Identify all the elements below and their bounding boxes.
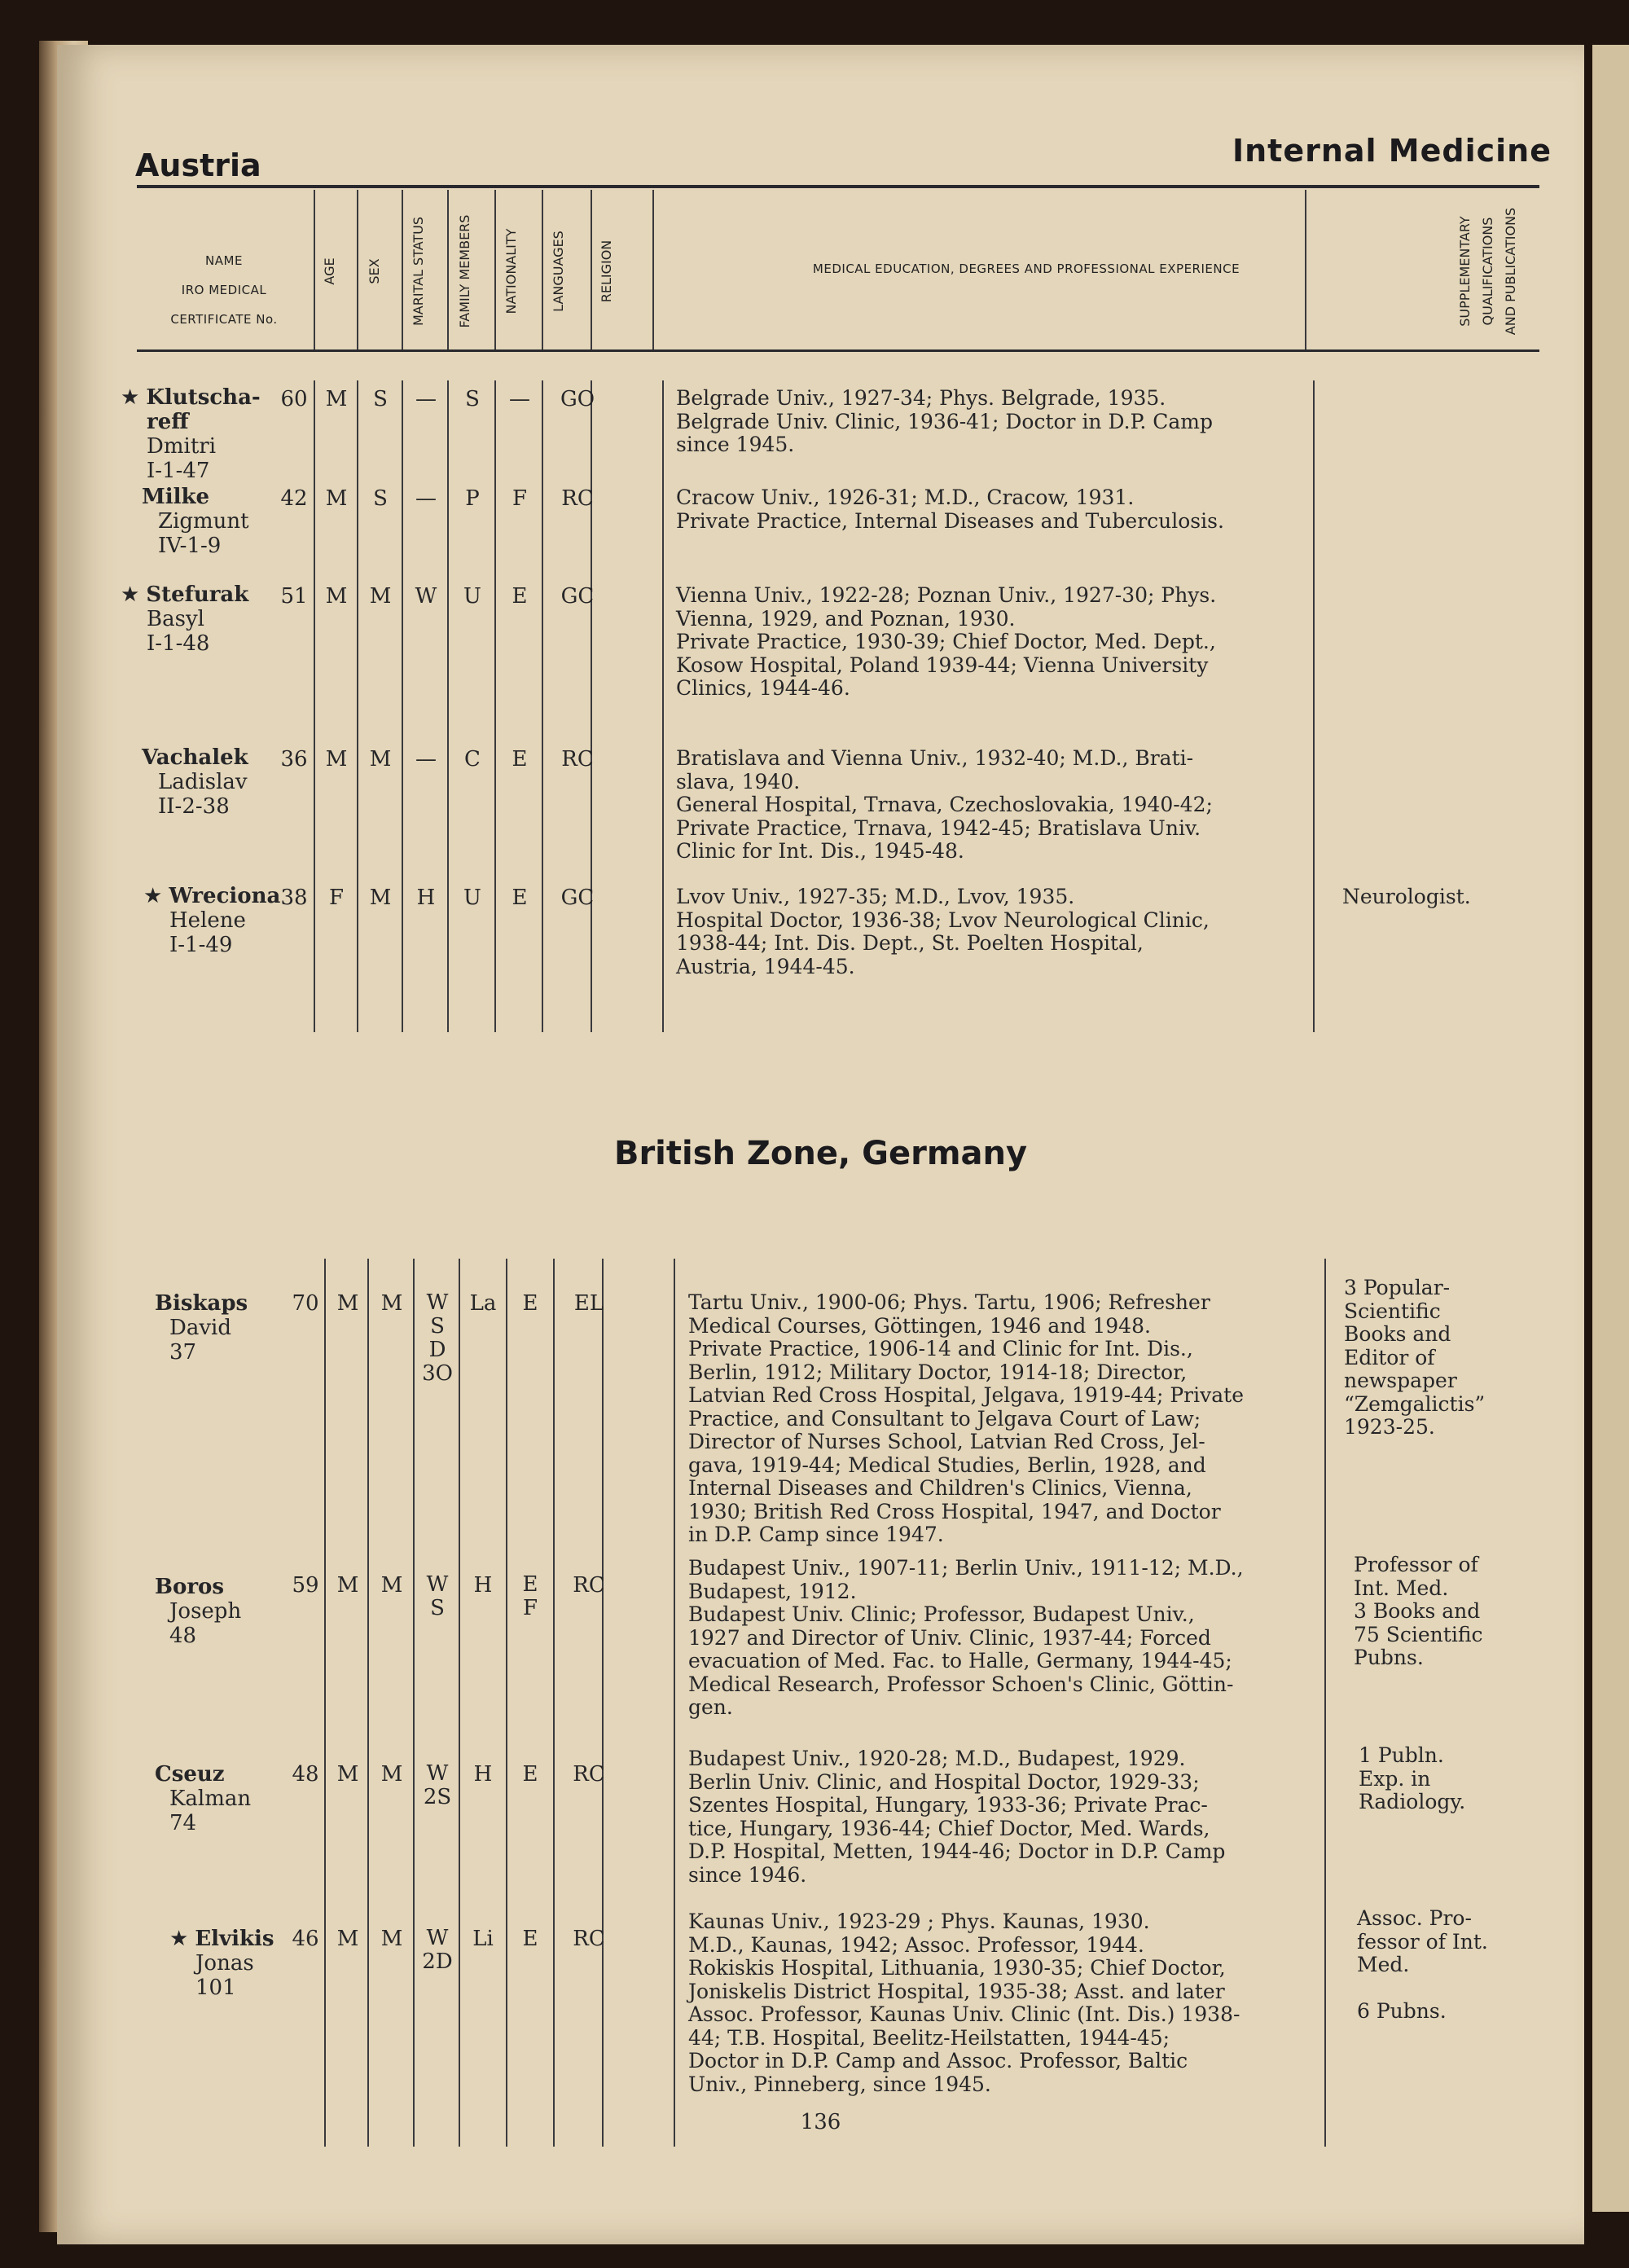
body-divider-4 <box>447 380 449 1032</box>
hdr-divider-6 <box>542 190 543 349</box>
list-item: ★ Stefurak Basyl I-1-48 <box>121 582 249 656</box>
bz-divider-1 <box>324 1259 326 2147</box>
list-item: ★ Klutscha- reff Dmitri I-1-47 <box>121 385 261 483</box>
hdr-divider-2 <box>357 190 358 349</box>
nationality-cell: U <box>463 584 481 609</box>
list-item: Biskaps David 37 <box>155 1291 248 1365</box>
page-number: 136 <box>800 2110 841 2134</box>
supplementary-text: Neurologist. <box>1342 885 1471 908</box>
religion-cell: GC <box>560 886 595 910</box>
country-heading: Austria <box>135 147 261 183</box>
age-cell: 48 <box>292 1762 319 1787</box>
age-cell: 36 <box>280 747 308 771</box>
marital-cell: M <box>380 1573 403 1598</box>
family-cell: W 2D <box>422 1926 453 1974</box>
languages-cell: E <box>512 747 528 771</box>
experience-text: Cracow Univ., 1926-31; M.D., Cracow, 1931. Private Practice, Internal Diseases and Tuberculosis. <box>676 486 1224 533</box>
list-item: ★ Elvikis Jonas 101 <box>169 1927 274 2000</box>
nationality-cell: La <box>469 1291 497 1316</box>
education-column-header: MEDICAL EDUCATION, DEGREES AND PROFESSIONAL EXPERIENCE <box>812 262 1240 276</box>
religion-cell: GC <box>560 584 595 609</box>
book-page <box>57 45 1584 2244</box>
sex-cell: M <box>325 387 348 411</box>
bz-divider-9 <box>1324 1259 1326 2147</box>
experience-text: Budapest Univ., 1920-28; M.D., Budapest, 1929. Berlin Univ. Clinic, and Hospital Doctor, 1929-33; Szentes Hospital, Hungary, 1933-36; Private Prac- tice, Hungary, 1936-44; Chief Doctor, Med. Wards, D.P. Hospital, Metten, 1944-46; Doctor in D.P. Camp since 1946. <box>688 1747 1226 1887</box>
section-title: British Zone, Germany <box>613 1135 1028 1172</box>
body-divider-6 <box>542 380 543 1032</box>
family-cell: — <box>415 486 437 511</box>
sex-cell: M <box>325 486 348 511</box>
nationality-cell: H <box>473 1573 493 1598</box>
nationality-cell: U <box>463 886 481 910</box>
list-item: Cseuz Kalman 74 <box>155 1762 252 1835</box>
marital-cell: M <box>369 584 392 609</box>
sex-cell: M <box>336 1573 359 1598</box>
languages-cell: F <box>512 486 528 511</box>
nationality-cell: H <box>473 1762 493 1787</box>
family-cell: — <box>415 747 437 771</box>
experience-text: Vienna Univ., 1922-28; Poznan Univ., 1927-30; Phys. Vienna, 1929, and Poznan, 1930. Private Practice, 1930-39; Chief Doctor, Med. Dept., Kosow Hospital, Poland 1939-44; Vienna University Clinics, 1944-46. <box>676 583 1217 700</box>
marital-cell: M <box>380 1291 403 1316</box>
facing-page-edge <box>1592 45 1629 2212</box>
bz-divider-4 <box>459 1259 460 2147</box>
family-cell: W S <box>426 1572 449 1620</box>
body-divider-7 <box>591 380 592 1032</box>
hdr-divider-5 <box>494 190 496 349</box>
marital-cell: M <box>369 886 392 910</box>
star-icon: ★ <box>121 385 140 410</box>
languages-cell: E <box>512 584 528 609</box>
family-column-header: FAMILY MEMBERS <box>457 214 472 328</box>
age-column-header: AGE <box>322 257 337 285</box>
bz-divider-6 <box>553 1259 555 2147</box>
marital-cell: S <box>373 486 388 511</box>
languages-cell: E <box>522 1762 538 1787</box>
body-divider-9 <box>1313 380 1315 1032</box>
sex-column-header: SEX <box>367 258 382 284</box>
supplementary-text: 1 Publn. Exp. in Radiology. <box>1359 1743 1466 1813</box>
nationality-cell: S <box>465 387 480 411</box>
list-item: Vachalek Ladislav II-2-38 <box>142 745 248 819</box>
religion-cell: RC <box>573 1927 605 1951</box>
age-cell: 46 <box>292 1927 319 1951</box>
nationality-cell: P <box>465 486 480 511</box>
sex-cell: F <box>328 886 345 910</box>
sex-cell: M <box>336 1762 359 1787</box>
hdr-divider-3 <box>402 190 403 349</box>
languages-cell: E <box>522 1927 538 1951</box>
marital-cell: S <box>373 387 388 411</box>
body-divider-5 <box>494 380 496 1032</box>
experience-text: Kaunas Univ., 1923-29 ; Phys. Kaunas, 1930. M.D., Kaunas, 1942; Assoc. Professor, 1944. Rokiskis Hospital, Lithuania, 1930-35; Chief Doctor, Joniskelis District Hospital, 1935-38; Asst. and later Assoc. Professor, Kaunas Univ. Clinic (Int. Dis.) 1938- 44; T.B. Hospital, Beelitz-Heilstatten, 1944-45; Doctor in D.P. Camp and Assoc. Professor, Baltic Univ., Pinneberg, since 1945. <box>688 1910 1240 2096</box>
hdr-divider-8 <box>652 190 654 349</box>
marital-column-header: MARITAL STATUS <box>411 216 426 327</box>
age-cell: 42 <box>280 486 308 511</box>
languages-cell: — <box>509 387 530 411</box>
body-divider-3 <box>402 380 403 1032</box>
header-top-rule <box>137 185 1539 188</box>
star-icon: ★ <box>169 1927 189 1951</box>
bz-divider-7 <box>602 1259 604 2147</box>
supplementary-text: Professor of Int. Med. 3 Books and 75 Scientific Pubns. <box>1354 1553 1483 1669</box>
body-divider-2 <box>357 380 358 1032</box>
religion-cell: RC <box>573 1573 605 1598</box>
religion-cell: RC <box>561 486 594 511</box>
religion-column-header: RELIGION <box>599 240 614 303</box>
languages-cell: E <box>512 886 528 910</box>
supplementary-text: 3 Popular- Scientific Books and Editor of newspaper “Zemgalictis” 1923-25. <box>1344 1276 1486 1439</box>
star-icon: ★ <box>143 884 163 908</box>
age-cell: 51 <box>280 584 308 609</box>
supp-column-header-2: QUALIFICATIONS <box>1480 217 1495 326</box>
sex-cell: M <box>336 1927 359 1951</box>
header-bottom-rule <box>137 349 1539 352</box>
hdr-divider-9 <box>1305 190 1306 349</box>
specialty-heading: Internal Medicine <box>1232 133 1552 169</box>
age-cell: 70 <box>292 1291 319 1316</box>
nationality-cell: C <box>464 747 481 771</box>
hdr-divider-4 <box>447 190 449 349</box>
list-item: ★ Wreciona Helene I-1-49 <box>143 884 281 957</box>
star-icon: ★ <box>121 582 140 607</box>
sex-cell: M <box>325 584 348 609</box>
experience-text: Bratislava and Vienna Univ., 1932-40; M.D., Brati- slava, 1940. General Hospital, Trnava, Czechoslovakia, 1940-42; Private Practice, Trnava, 1942-45; Bratislava Univ. Clinic for Int. Dis., 1945-48. <box>676 746 1213 863</box>
name-column-header: NAME IRO MEDICAL CERTIFICATE No. <box>170 253 278 327</box>
religion-cell: EL <box>573 1291 604 1316</box>
marital-cell: M <box>380 1762 403 1787</box>
religion-cell: RC <box>573 1762 605 1787</box>
family-cell: H <box>416 886 436 910</box>
supplementary-text: Assoc. Pro- fessor of Int. Med. 6 Pubns. <box>1357 1906 1488 2023</box>
family-cell: W <box>415 584 437 609</box>
supp-column-header-1: SUPPLEMENTARY <box>1457 216 1473 327</box>
supp-column-header-3: AND PUBLICATIONS <box>1503 207 1518 336</box>
family-cell: W 2S <box>423 1761 452 1809</box>
religion-cell: GO <box>560 387 595 411</box>
religion-cell: RC <box>561 747 594 771</box>
hdr-divider-7 <box>591 190 592 349</box>
experience-text: Budapest Univ., 1907-11; Berlin Univ., 1911-12; M.D., Budapest, 1912. Budapest Univ. Clinic; Professor, Budapest Univ., 1927 and Director of Univ. Clinic, 1937-44; Forced evacuation of Med. Fac. to Halle, Germany, 1944-45; Medical Research, Professor Schoen's Clinic, Göttin- gen. <box>688 1556 1244 1719</box>
marital-cell: M <box>369 747 392 771</box>
bz-divider-8 <box>674 1259 675 2147</box>
nationality-cell: Li <box>472 1927 494 1951</box>
nationality-column-header: NATIONALITY <box>503 228 519 314</box>
experience-text: Lvov Univ., 1927-35; M.D., Lvov, 1935. Hospital Doctor, 1936-38; Lvov Neurological Clinic, 1938-44; Int. Dis. Dept., St. Poelten Hospital, Austria, 1944-45. <box>676 885 1210 978</box>
age-cell: 60 <box>280 387 308 411</box>
experience-text: Tartu Univ., 1900-06; Phys. Tartu, 1906; Refresher Medical Courses, Göttingen, 1946 and 1948. Private Practice, 1906-14 and Clinic for Int. Dis., Berlin, 1912; Military Doctor, 1914-18; Director, Latvian Red Cross Hospital, Jelgava, 1919-44; Private Practice, and Consultant to Jelgava Court of Law; Director of Nurses School, Latvian Red Cross, Jel- gava, 1919-44; Medical Studies, Berlin, 1928, and Internal Diseases and Children's Clinics, Vienna, 1930; British Red Cross Hospital, 1947, and Doctor in D.P. Camp since 1947. <box>688 1290 1244 1546</box>
hdr-divider-1 <box>314 190 315 349</box>
family-cell: W S D 3O <box>422 1290 453 1386</box>
bz-divider-3 <box>413 1259 415 2147</box>
list-item: Boros Joseph 48 <box>155 1575 242 1648</box>
list-item: Milke Zigmunt IV-1-9 <box>142 485 249 558</box>
body-divider-8 <box>662 380 664 1032</box>
languages-cell: E F <box>522 1572 538 1620</box>
sex-cell: M <box>336 1291 359 1316</box>
marital-cell: M <box>380 1927 403 1951</box>
age-cell: 38 <box>280 886 308 910</box>
languages-cell: E <box>522 1291 538 1316</box>
experience-text: Belgrade Univ., 1927-34; Phys. Belgrade, 1935. Belgrade Univ. Clinic, 1936-41; Doctor in D.P. Camp since 1945. <box>676 386 1213 456</box>
bz-divider-2 <box>367 1259 369 2147</box>
age-cell: 59 <box>292 1573 319 1598</box>
bz-divider-5 <box>506 1259 507 2147</box>
sex-cell: M <box>325 747 348 771</box>
family-cell: — <box>415 387 437 411</box>
languages-column-header: LANGUAGES <box>551 231 566 312</box>
